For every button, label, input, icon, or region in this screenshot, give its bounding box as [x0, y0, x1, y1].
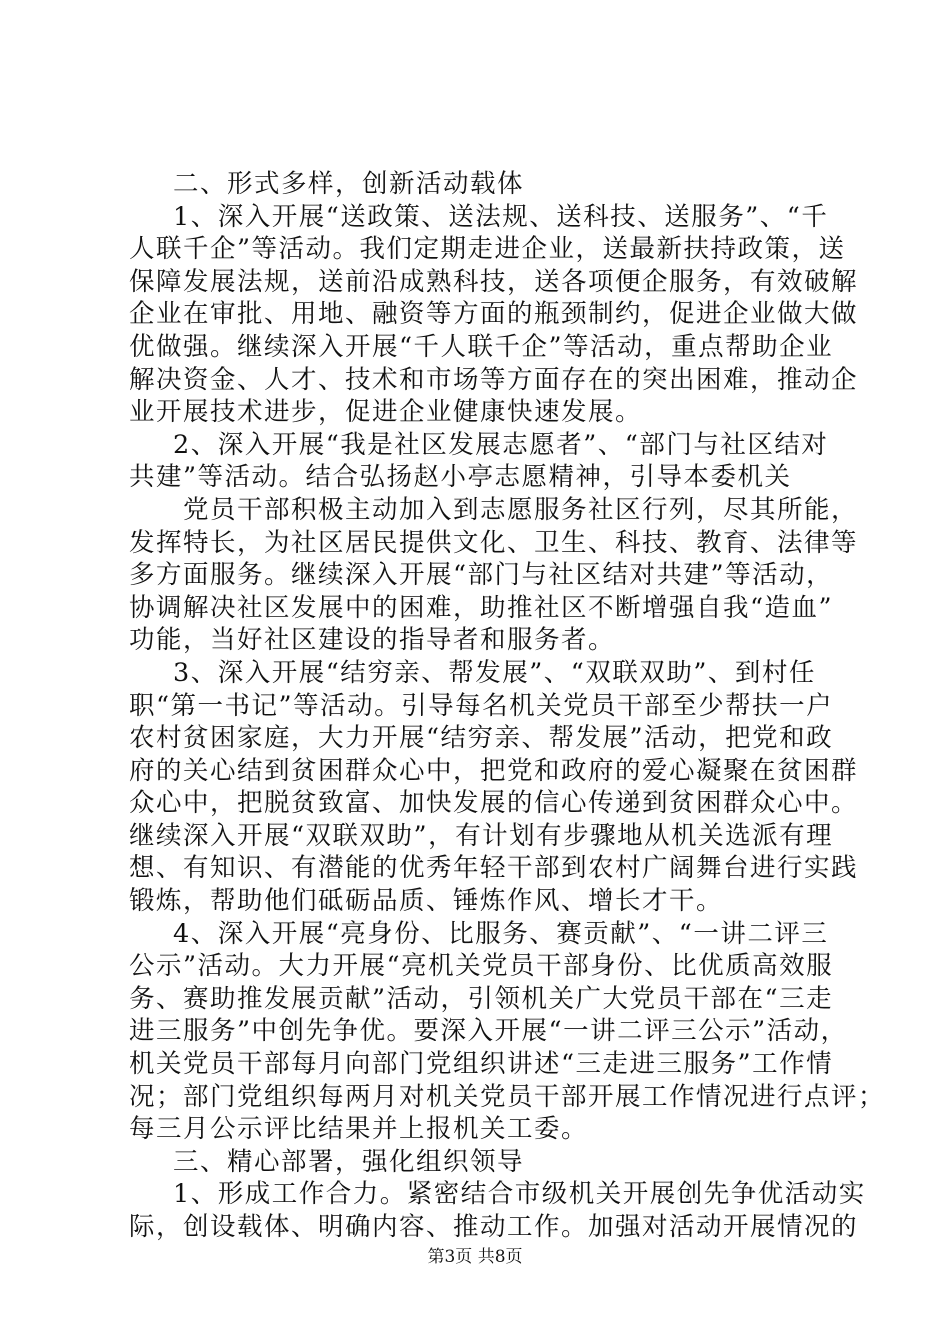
text-line: 解决资金、人才、技术和市场等方面存在的突出困难，推动企 — [129, 364, 859, 395]
text-line: 农村贫困家庭，大力开展“结穷亲、帮发展”活动，把党和政 — [129, 723, 834, 754]
text-line: 保障发展法规，送前沿成熟科技，送各项便企服务，有效破解 — [129, 266, 859, 297]
text-line: 业开展技术进步，促进企业健康快速发展。 — [129, 397, 643, 428]
text-line: 优做强。继续深入开展“千人联千企”等活动，重点帮助企业 — [129, 331, 834, 362]
text-line: 二、形式多样，创新活动载体 — [173, 169, 525, 199]
text-line: 1、深入开展“送政策、送法规、送科技、送服务”、“千 — [173, 201, 829, 232]
document-body — [129, 168, 886, 1244]
page-footer: 第3页 共8页 — [427, 1247, 523, 1267]
text-line: 发挥特长，为社区居民提供文化、卫生、科技、教育、法律等 — [129, 527, 859, 558]
text-line: 3、深入开展“结穷亲、帮发展”、“双联双助”、到村任 — [173, 657, 816, 688]
text-line: 公示”活动。大力开展“亮机关党员干部身份、比优质高效服 — [129, 951, 834, 982]
text-line: 人联千企”等活动。我们定期走进企业，送最新扶持政策，送 — [129, 234, 846, 265]
text-line: 共建”等活动。结合弘扬赵小亭志愿精神，引导本委机关 — [129, 462, 792, 493]
text-line: 务、赛助推发展贡献”活动，引领机关广大党员干部在“三走 — [129, 983, 834, 1014]
text-line: 职“第一书记”等活动。引导每名机关党员干部至少帮扶一户 — [129, 690, 834, 721]
text-line: 企业在审批、用地、融资等方面的瓶颈制约，促进企业做大做 — [129, 299, 859, 330]
text-line: 众心中，把脱贫致富、加快发展的信心传递到贫困群众心中。 — [129, 788, 859, 819]
text-line: 机关党员干部每月向部门党组织讲述“三走进三服务”工作情 — [129, 1049, 834, 1080]
text-line: 锻炼，帮助他们砥砺品质、锤炼作风、增长才干。 — [129, 886, 724, 917]
text-line: 想、有知识、有潜能的优秀年轻干部到农村广阔舞台进行实践 — [129, 853, 859, 884]
text-line: 进三服务”中创先争优。要深入开展“一讲二评三公示”活动， — [129, 1016, 848, 1047]
text-line: 况；部门党组织每两月对机关党员干部开展工作情况进行点评； — [129, 1081, 886, 1112]
text-line: 多方面服务。继续深入开展“部门与社区结对共建”等活动， — [129, 560, 834, 591]
text-line: 1、形成工作合力。紧密结合市级机关开展创先争优活动实 — [173, 1179, 866, 1210]
text-line: 三、精心部署，强化组织领导 — [173, 1146, 525, 1177]
text-line: 每三月公示评比结果并上报机关工委。 — [129, 1114, 589, 1145]
text-line: 4、深入开展“亮身份、比服务、赛贡献”、“一讲二评三 — [173, 918, 829, 949]
text-line: 协调解决社区发展中的困难，助推社区不断增强自我“造血” — [129, 592, 834, 623]
text-line: 2、深入开展“我是社区发展志愿者”、“部门与社区结对 — [173, 429, 829, 460]
text-line: 际，创设载体、明确内容、推动工作。加强对活动开展情况的 — [129, 1212, 859, 1242]
text-line: 继续深入开展“双联双助”，有计划有步骤地从机关选派有理 — [129, 820, 834, 851]
text-line: 党员干部积极主动加入到志愿服务社区行列，尽其所能， — [183, 494, 859, 525]
text-line: 功能，当好社区建设的指导者和服务者。 — [129, 625, 616, 656]
text-line: 府的关心结到贫困群众心中，把党和政府的爱心凝聚在贫困群 — [129, 755, 859, 786]
